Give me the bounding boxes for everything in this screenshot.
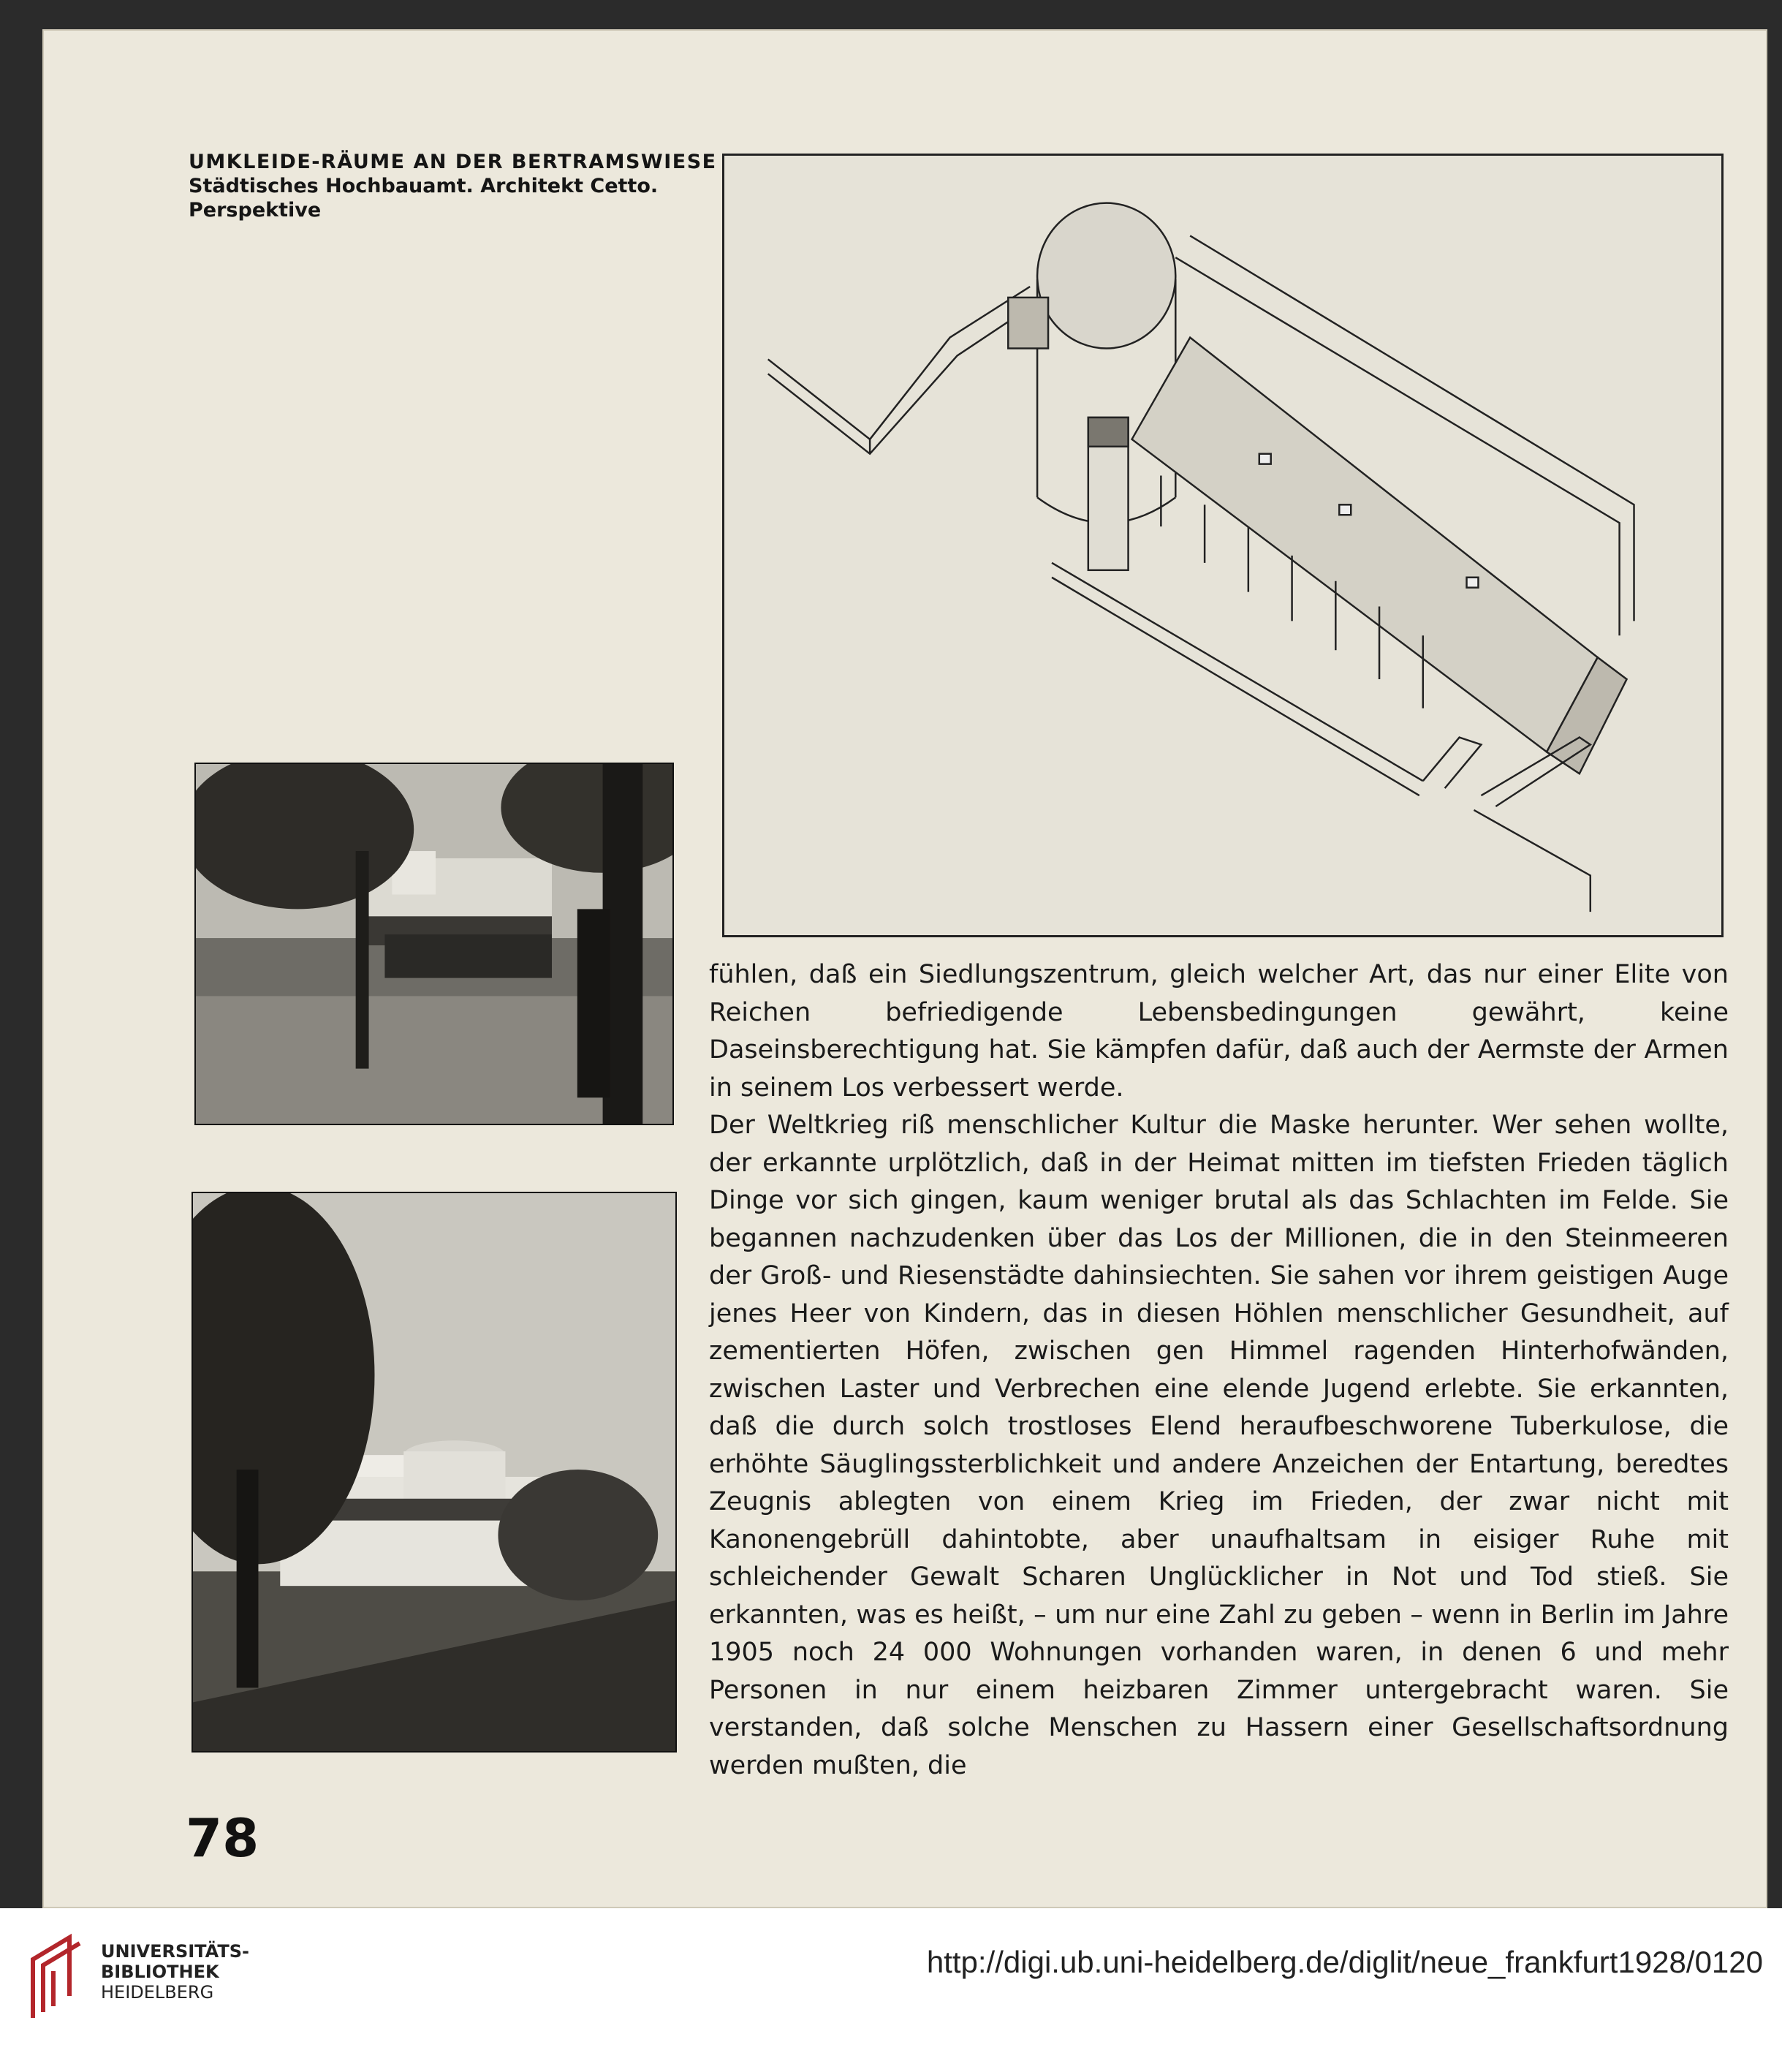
- caption-view: Perspektive: [189, 199, 322, 222]
- library-footer: [0, 1908, 1782, 2072]
- article-body: [709, 956, 1729, 1785]
- library-line-2: BIBLIOTHEK: [101, 1962, 219, 1982]
- article-paragraph-1: fühlen, daß ein Siedlungszentrum, gleich welcher Art, das nur einer Elite von Reichen befriedigende Lebensbedingungen gewährt, keine Daseinsberechtigung hat. Sie kämpfen dafür, daß auch der Aermste der Armen in seinem Los verbessert werde.: [709, 960, 1729, 1103]
- perspective-drawing: [722, 154, 1724, 937]
- library-line-1: UNIVERSITÄTS-: [101, 1941, 250, 1962]
- page: [42, 29, 1767, 1908]
- figure-caption: [189, 150, 744, 222]
- library-name: [101, 1941, 249, 2003]
- university-library-logo-icon: [18, 1930, 88, 2024]
- article-paragraph-2: Der Weltkrieg riß menschlicher Kultur die Maske herunter. Wer sehen wollte, der erkannte urplötzlich, daß in der Heimat mitten im tiefsten Frieden täglich Dinge vor sich gingen, kaum weniger brutal als das Schlachten im Felde. Sie begannen nachzudenken über das Los der Millionen, die in den Steinmeeren der Groß- und Riesenstädte dahinsiechten. Sie sahen vor ihrem geistigen Auge jenes Heer von Kindern, das in diesen Höhlen menschlicher Gesundheit, auf zementierten Höfen, zwischen gen Himmel ragenden Hinterhofwänden, zwischen Laster und Verbrechen eine elende Jugend erlebte. Sie erkannten, daß die durch solch trostloses Elend heraufbeschworene Tuberkulose, die erhöhte Säuglingssterblichkeit und andere Anzeichen der Entartung, beredtes Zeugnis ablegten von einem Krieg im Frieden, der zwar nicht mit Kanonengebrüll dahintobte, aber unaufhaltsam in eisiger Ruhe mit schleichender Gewalt Scharen Unglücklicher in Not und Tod stieß. Sie erkannten, was es heißt, – um nur eine Zahl zu geben – wenn in Berlin im Jahre 1905 noch 24 000 Wohnungen vorhanden waren, in denen 6 und mehr Personen in nur einem heizbaren Zimmer untergebracht waren. Sie verstanden, daß solche Menschen zu Hassern einer Gesellschaftsordnung werden mußten, die: [709, 1111, 1729, 1780]
- library-line-3: HEIDELBERG: [101, 1982, 214, 2003]
- photo-changing-rooms-with-crowd: [194, 763, 674, 1125]
- page-number: 78: [186, 1807, 259, 1869]
- caption-title: UMKLEIDE-RÄUME AN DER BERTRAMSWIESE: [189, 151, 717, 173]
- source-url[interactable]: http://digi.ub.uni-heidelberg.de/diglit/neue_frankfurt1928/0120: [926, 1945, 1763, 1979]
- photo-changing-rooms-exterior: [192, 1192, 677, 1752]
- caption-credit: Städtisches Hochbauamt. Architekt Cetto.: [189, 175, 659, 197]
